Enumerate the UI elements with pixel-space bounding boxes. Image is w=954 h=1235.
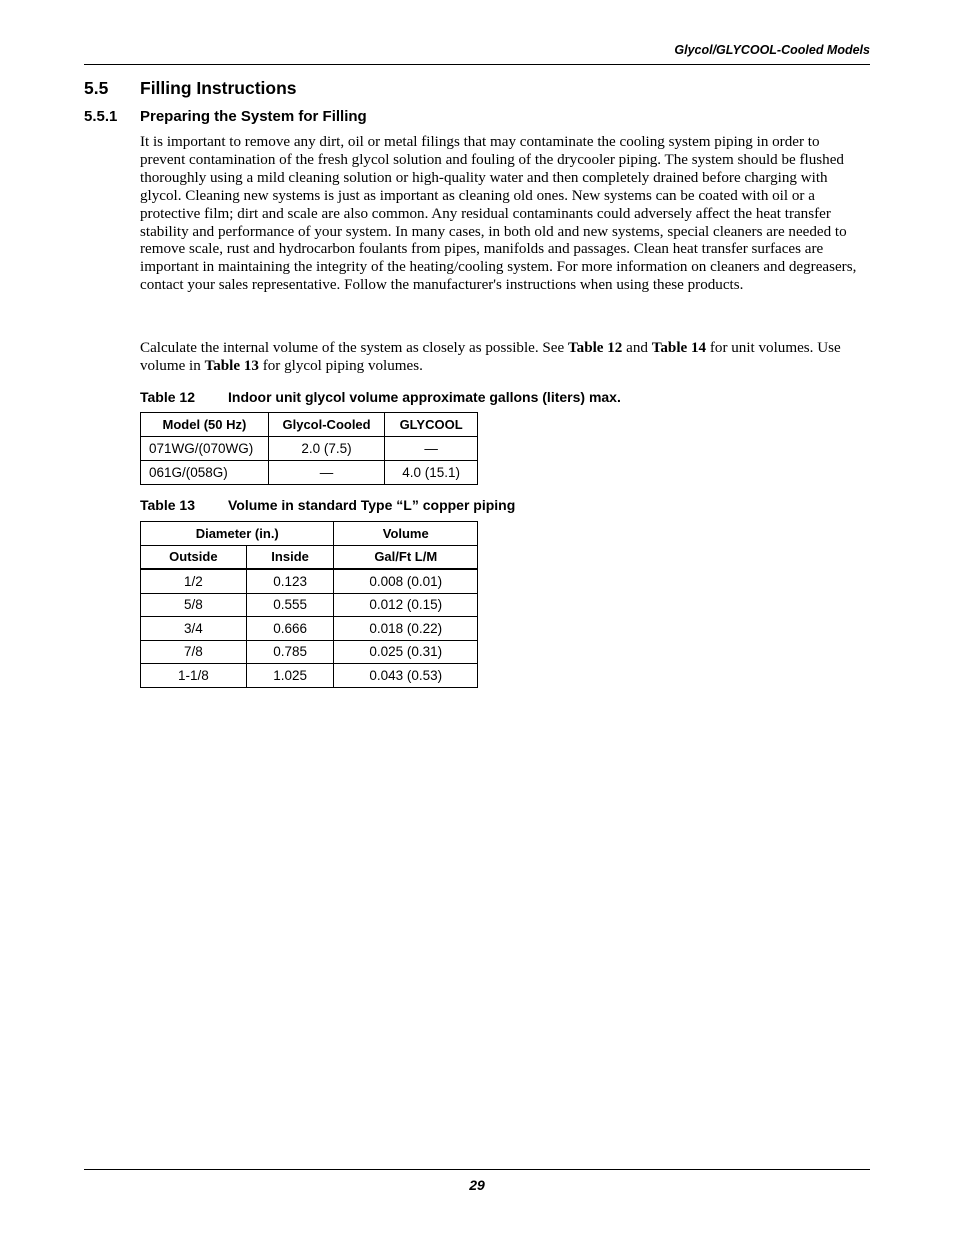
table-row (141, 569, 478, 593)
body-paragraph-2 (140, 340, 868, 376)
table-row (141, 664, 478, 688)
table-13-caption (140, 497, 515, 513)
table-14-reference[interactable]: Table 14 (651, 340, 707, 356)
table-cell: 0.123 (246, 569, 334, 593)
table-cell: 0.025 (0.31) (334, 640, 478, 664)
running-header: Glycol/GLYCOOL-Cooled Models (674, 43, 870, 57)
table-12-reference[interactable]: Table 12 (567, 340, 623, 356)
paragraph2-text-4: for glycol piping volumes. (258, 357, 423, 374)
table-12-caption (140, 389, 621, 405)
table-cell: — (268, 461, 384, 485)
table-13-reference[interactable]: Table 13 (204, 357, 259, 374)
table-12-label: Table 12 (140, 389, 195, 405)
table-cell: 0.012 (0.15) (334, 593, 478, 617)
table-cell: — (385, 437, 478, 461)
group-header-volume: Volume (334, 522, 478, 546)
column-header: Inside (246, 545, 334, 569)
paragraph2-text-3: for unit volumes. Use volume in (140, 340, 841, 374)
table-13-label: Table 13 (140, 497, 195, 513)
table-group-header-row (141, 522, 478, 546)
table-cell: 0.666 (246, 617, 334, 641)
column-header: GLYCOOL (385, 413, 478, 437)
page-number: 29 (469, 1177, 485, 1193)
table-row (141, 461, 478, 485)
table-cell: 1-1/8 (141, 664, 247, 688)
table-cell: 0.008 (0.01) (334, 569, 478, 593)
table-cell: 7/8 (141, 640, 247, 664)
table-header-row (141, 545, 478, 569)
footer-rule (84, 1169, 870, 1170)
table-cell: 1/2 (141, 569, 247, 593)
table-cell: 071WG/(070WG) (141, 437, 269, 461)
table-cell: 5/8 (141, 593, 247, 617)
column-header: Model (50 Hz) (141, 413, 269, 437)
subsection-heading (84, 108, 367, 125)
table-cell: 061G/(058G) (141, 461, 269, 485)
header-rule (84, 64, 870, 65)
column-header: Gal/Ft L/M (334, 545, 478, 569)
table-cell: 3/4 (141, 617, 247, 641)
subsection-title: Preparing the System for Filling (140, 108, 367, 125)
subsection-number: 5.5.1 (84, 108, 118, 125)
table-13 (140, 521, 478, 688)
column-header: Glycol-Cooled (268, 413, 384, 437)
table-cell: 0.785 (246, 640, 334, 664)
body-paragraph-1: It is important to remove any dirt, oil or metal filings that may contaminate the cooling system piping in order to prevent contamination of the fresh glycol solution and fouling of the drycooler piping. The system should be flushed thoroughly using a mild cleaning solution or high-quality water and then completely drained before charging with glycol. Cleaning new systems is just as important as cleaning old ones. New systems can be coated with oil or a protective film; dirt and scale are also common. Any residual contaminants could adversely affect the heat transfer stability and performance of your system. In many cases, in both old and new systems, special cleaners are needed to remove scale, rust and hydrocarbon foulants from pipes, manifolds and passages. Clean heat transfer surfaces are important in maintaining the integrity of the heating/cooling system. For more information on cleaners and degreasers, contact your sales representative. Follow the manufacturer's instructions when using these products. (140, 134, 857, 294)
table-cell: 4.0 (15.1) (385, 461, 478, 485)
table-cell: 1.025 (246, 664, 334, 688)
table-row (141, 437, 478, 461)
paragraph2-text-1: Calculate the internal volume of the system as closely as possible. See (140, 340, 568, 356)
table-12-title: Indoor unit glycol volume approximate gallons (liters) max. (228, 389, 621, 405)
table-cell: 0.043 (0.53) (334, 664, 478, 688)
section-number: 5.5 (84, 78, 109, 98)
table-cell: 2.0 (7.5) (268, 437, 384, 461)
group-header-diameter: Diameter (in.) (141, 522, 334, 546)
table-12 (140, 412, 478, 485)
table-row (141, 617, 478, 641)
table-row (141, 640, 478, 664)
section-heading (84, 78, 297, 99)
section-title: Filling Instructions (140, 78, 297, 98)
table-cell: 0.555 (246, 593, 334, 617)
column-header: Outside (141, 545, 247, 569)
paragraph2-text-2: and (622, 340, 652, 356)
table-row (141, 593, 478, 617)
table-cell: 0.018 (0.22) (334, 617, 478, 641)
table-13-title: Volume in standard Type “L” copper piping (228, 497, 516, 513)
table-header-row (141, 413, 478, 437)
